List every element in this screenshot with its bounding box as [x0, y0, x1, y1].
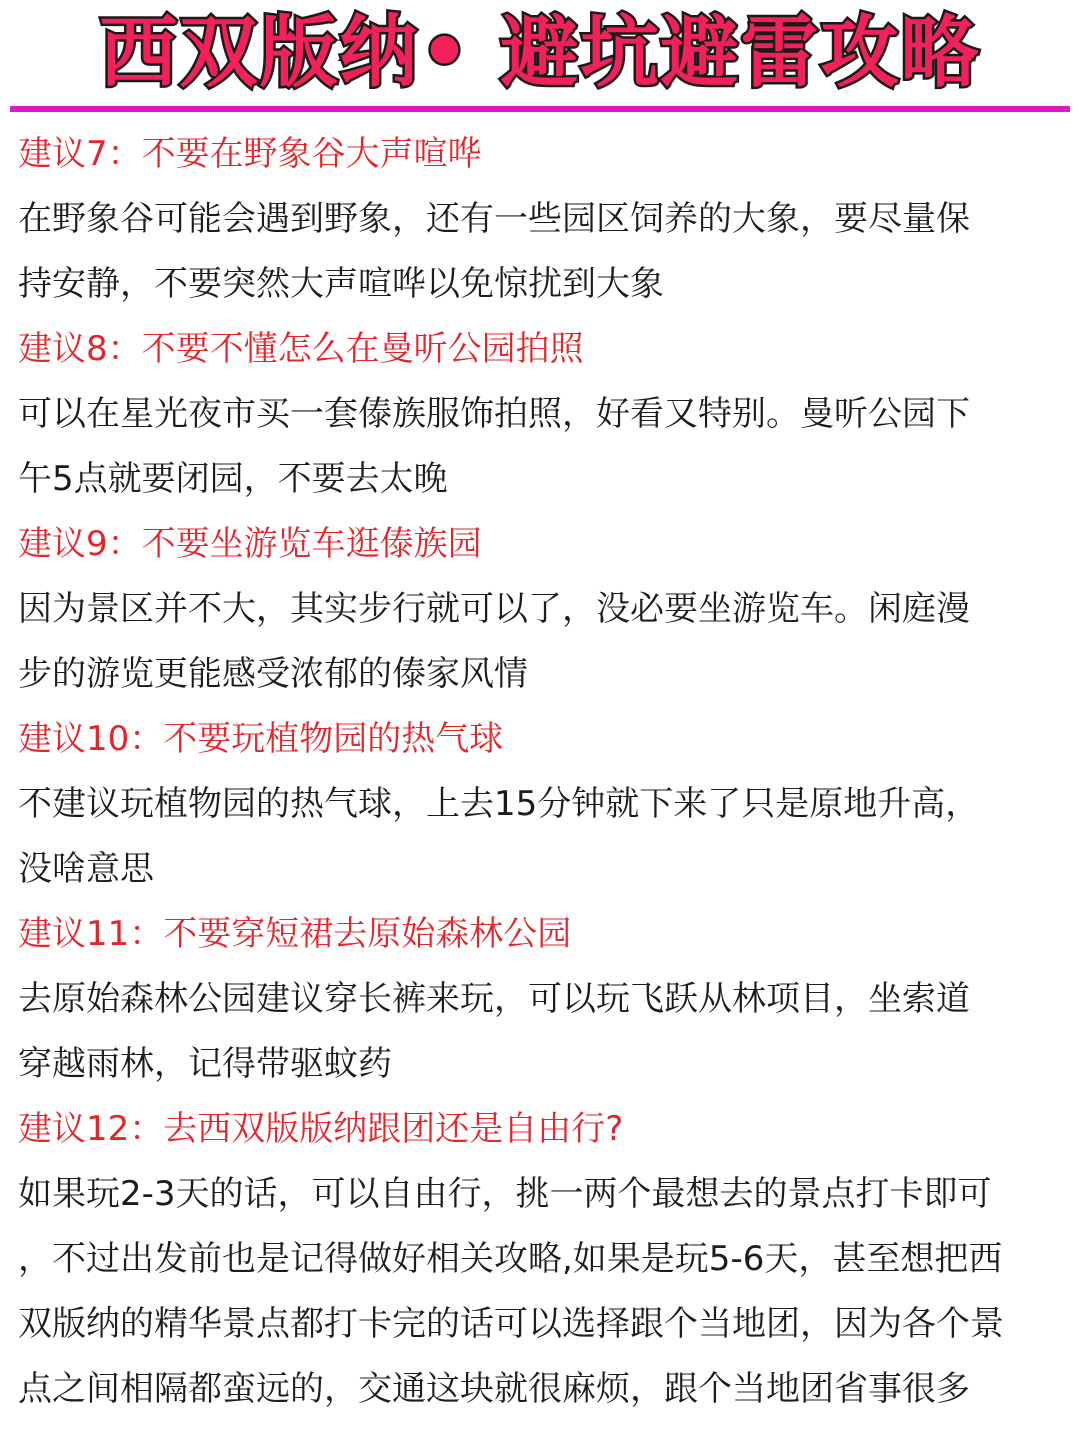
tip-text-line: 如果玩2-3天的话，可以自由行，挑一两个最想去的景点打卡即可 [18, 1174, 992, 1214]
tip-text-line: 不建议玩植物园的热气球，上去15分钟就下来了只是原地升高， [18, 784, 980, 824]
tip-text-line: 步的游览更能感受浓郁的傣家风情 [18, 654, 528, 694]
page-title: 西双版纳• 避坑避雷攻略 [99, 8, 981, 98]
tip-text-line: 在野象谷可能会遇到野象，还有一些园区饲养的大象，要尽量保 [18, 199, 970, 239]
tip-text-line: 双版纳的精华景点都打卡完的话可以选择跟个当地团，因为各个景 [18, 1304, 1004, 1344]
tip-text-line: 持安静，不要突然大声喧哗以免惊扰到大象 [18, 264, 664, 304]
title-divider [10, 106, 1070, 112]
tip-heading: 建议9：不要坐游览车逛傣族园 [18, 524, 482, 564]
tip-8 [18, 317, 1068, 512]
tip-heading: 建议7：不要在野象谷大声喧哗 [18, 134, 482, 174]
tip-heading: 建议10：不要玩植物园的热气球 [18, 719, 504, 759]
tip-9 [18, 512, 1068, 707]
tip-text-line: 因为景区并不大，其实步行就可以了，没必要坐游览车。闲庭漫 [18, 589, 970, 629]
tip-heading: 建议8：不要不懂怎么在曼听公园拍照 [18, 329, 584, 369]
title-banner [0, 0, 1080, 106]
tip-heading: 建议12：去西双版版纳跟团还是自由行? [18, 1109, 624, 1149]
tip-12 [18, 1097, 1068, 1422]
tip-text-line: ，不过出发前也是记得做好相关攻略,如果是玩5-6天，甚至想把西 [18, 1239, 1003, 1279]
tip-10 [18, 707, 1068, 902]
tip-text-line: 去原始森林公园建议穿长裤来玩，可以玩飞跃从林项目，坐索道 [18, 979, 970, 1019]
tip-7 [18, 122, 1068, 317]
tip-text-line: 没啥意思 [18, 849, 154, 889]
tip-text-line: 午5点就要闭园，不要去太晚 [18, 459, 448, 499]
tip-heading: 建议11：不要穿短裙去原始森林公园 [18, 914, 572, 954]
tips-list [18, 122, 1068, 1422]
tip-text-line: 点之间相隔都蛮远的，交通这块就很麻烦，跟个当地团省事很多 [18, 1369, 970, 1409]
tip-11 [18, 902, 1068, 1097]
tip-text-line: 穿越雨林，记得带驱蚊药 [18, 1044, 392, 1084]
tip-text-line: 可以在星光夜市买一套傣族服饰拍照，好看又特别。曼听公园下 [18, 394, 970, 434]
